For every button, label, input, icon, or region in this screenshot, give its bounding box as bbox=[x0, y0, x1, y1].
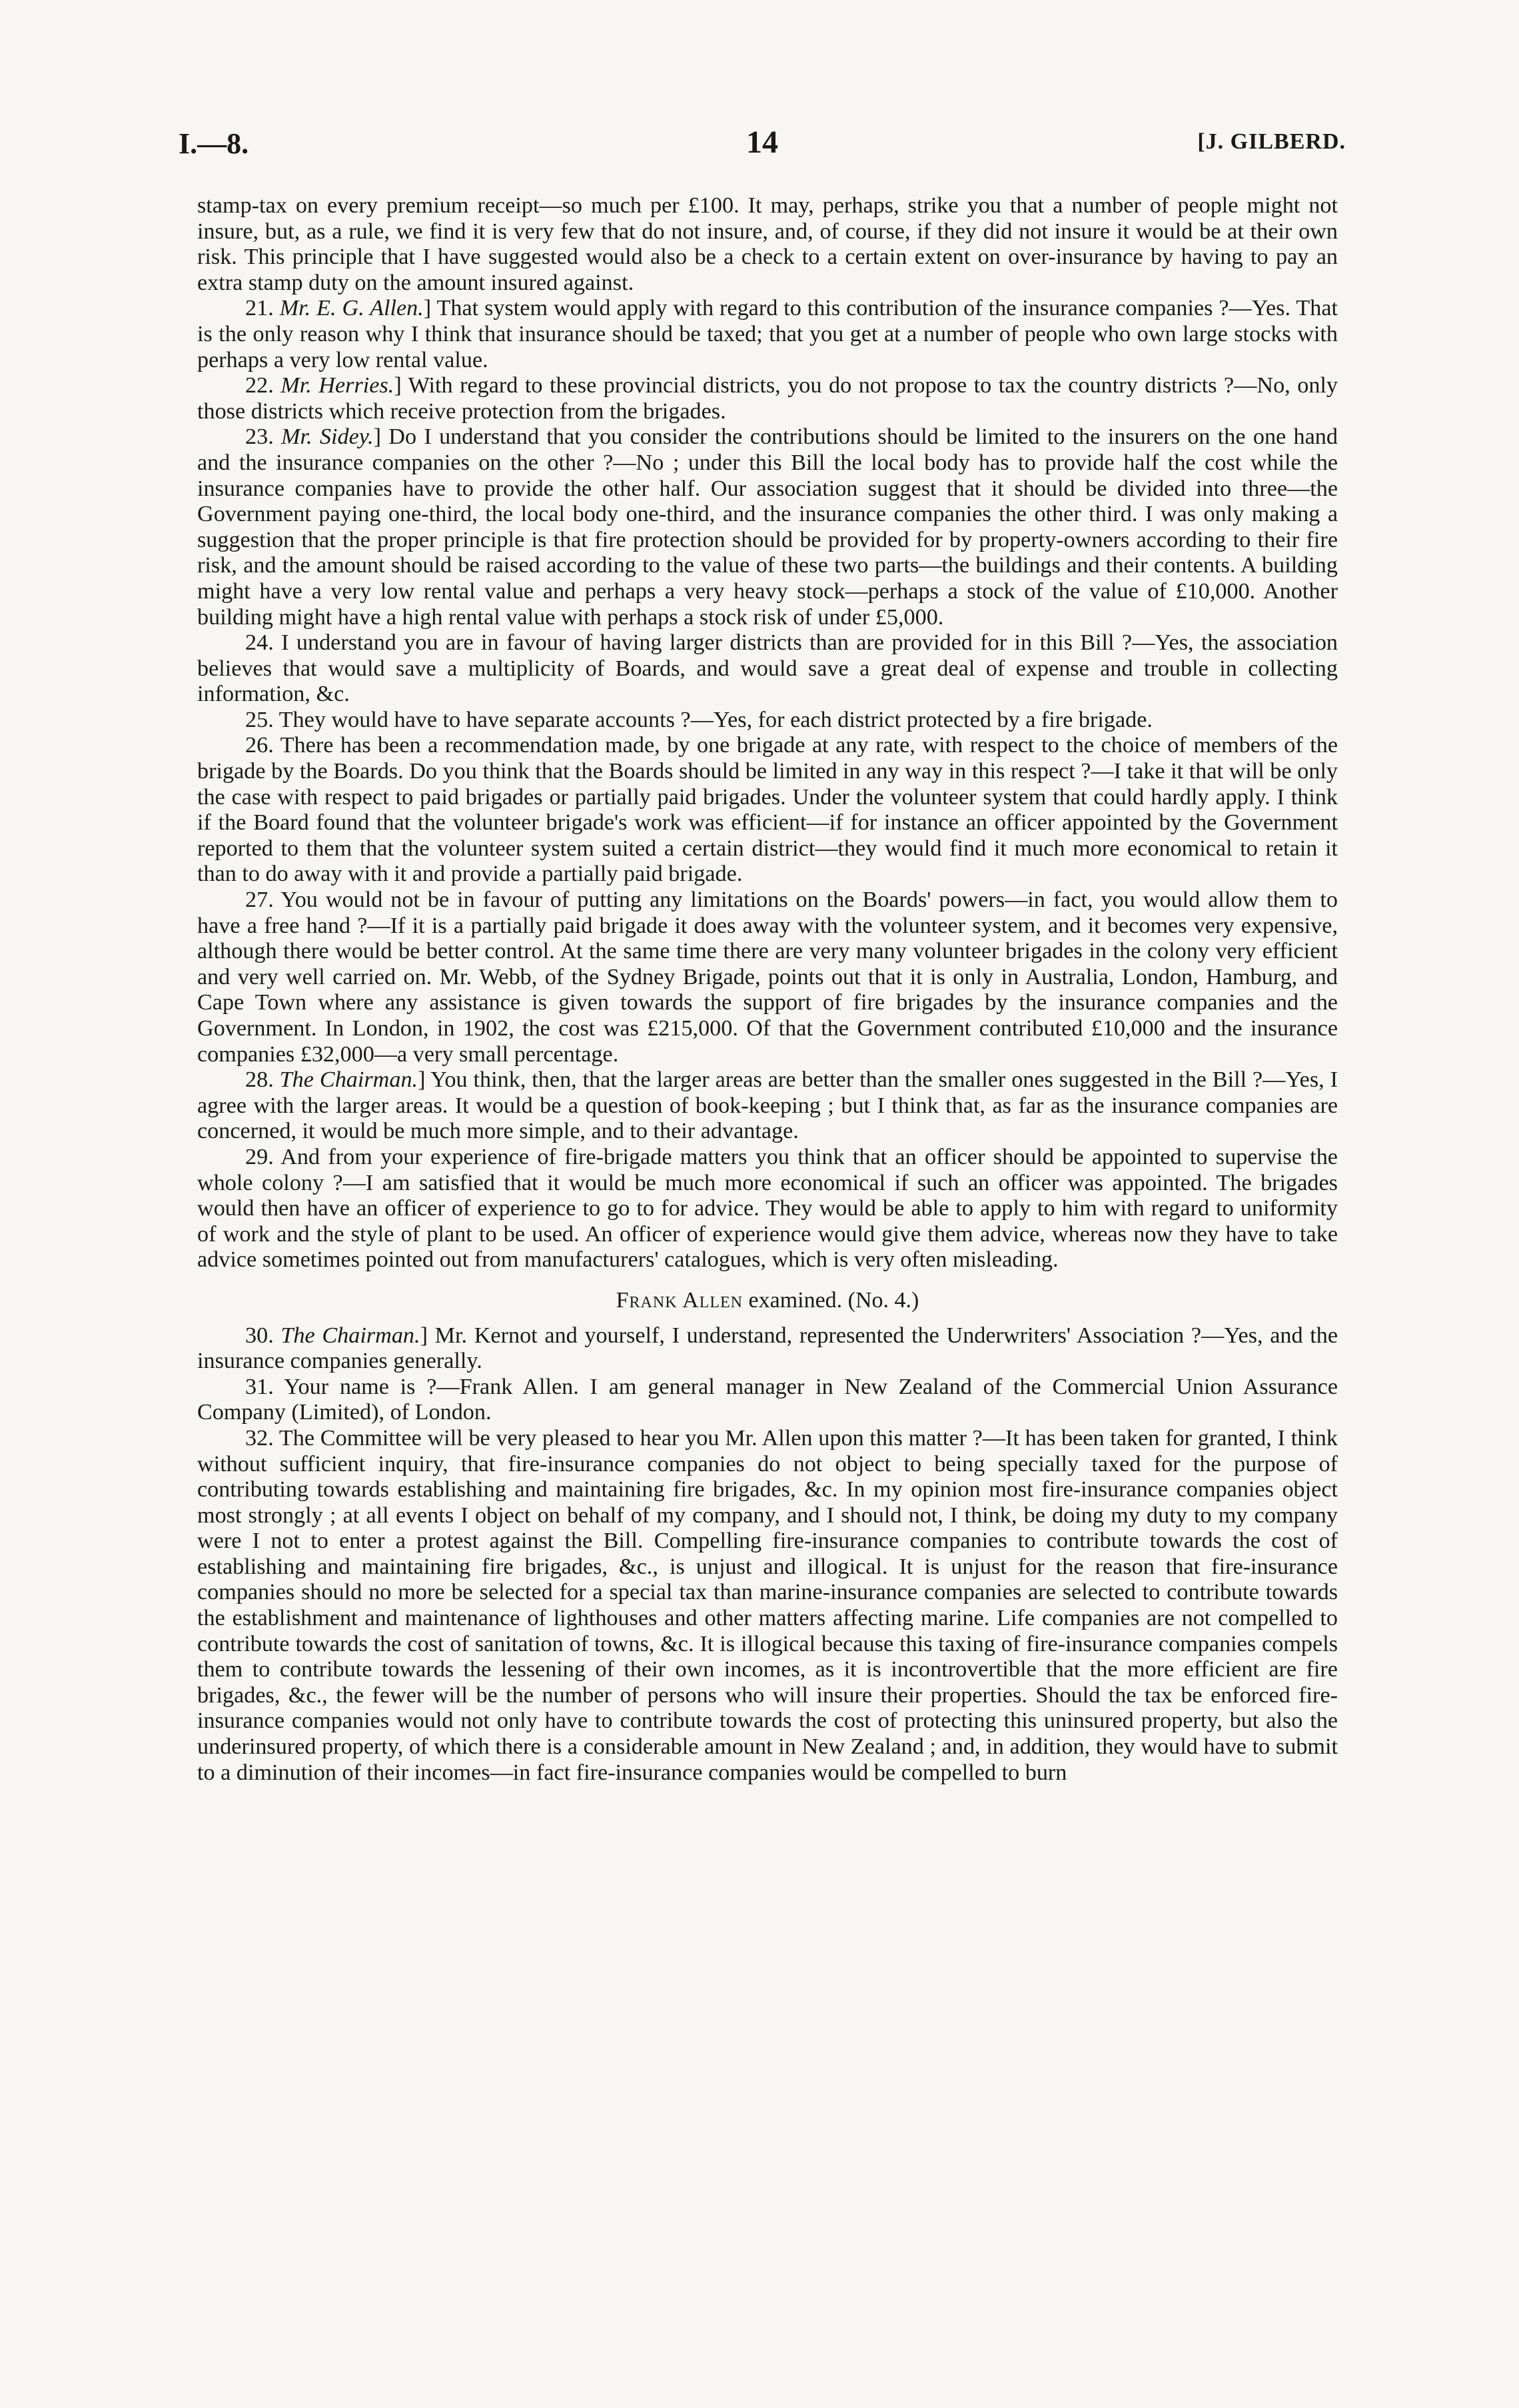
section-label: examined. (No. 4.) bbox=[748, 1287, 919, 1313]
paragraph: 23. Mr. Sidey.] Do I understand that you consider the contributions should be limited to the insurers on the one hand and the insurance companies on the other ?—No ; under this Bill the local body has to provide half the cost while the insurance companies have to provide the other half. Our association suggest that it should be divided into three—the Government paying one-third, the local body one-third, and the insurance companies the other third. I was only making a suggestion that the proper principle is that fire protection should be provided for by property-owners according to their fire risk, and the amount should be raised according to the value of these two parts—the buildings and their contents. A building might have a very low rental value and perhaps a very heavy stock—perhaps a stock of the value of £10,000. Another building might have a high rental value with perhaps a stock risk of under £5,000. bbox=[197, 424, 1338, 630]
page-number: 14 bbox=[746, 125, 778, 160]
paper-reference: I.—8. bbox=[179, 127, 249, 160]
paragraph: 29. And from your experience of fire-brigade matters you think that an officer should be appointed to supervise the whole colony ?—I am satisfied that it would be much more economical if such an officer was appointed. The brigades would then have an officer of experience to go to for advice. They would be able to apply to him with regard to uniformity of work and the style of plant to be used. An officer of experience would give them advice, whereas now they have to take advice sometimes pointed out from manufacturers' catalogues, which is very often misleading. bbox=[197, 1144, 1338, 1273]
paragraph: 21. Mr. E. G. Allen.] That system would apply with regard to this contribution of the insurance companies ?—Yes. That is the only reason why I think that insurance should be taxed; that you get at a number of people who own large stocks with perhaps a very low rental value. bbox=[197, 296, 1338, 372]
examinee-name: Frank Allen bbox=[616, 1287, 744, 1313]
page-header bbox=[179, 120, 1346, 173]
witness-name: [J. GILBERD. bbox=[1197, 129, 1346, 154]
paragraph: 22. Mr. Herries.] With regard to these provincial districts, you do not propose to tax the country districts ?—No, only those districts which receive protection from the brigades. bbox=[197, 373, 1338, 424]
paragraph: 30. The Chairman.] Mr. Kernot and yourself, I understand, represented the Underwriters' Association ?—Yes, and the insurance companies generally. bbox=[197, 1323, 1338, 1374]
paragraph: 27. You would not be in favour of putting any limitations on the Boards' powers—in fact, you would allow them to have a free hand ?—If it is a partially paid brigade it does away with the volunteer system, and it becomes very expensive, although there would be better control. At the same time there are very many volunteer brigades in the colony very efficient and very well carried on. Mr. Webb, of the Sydney Brigade, points out that it is only in Australia, London, Hamburg, and Cape Town where any assistance is given towards the support of fire brigades by the insurance companies and the Government. In London, in 1902, the cost was £215,000. Of that the Government contributed £10,000 and the insurance companies £32,000—a very small percentage. bbox=[197, 888, 1338, 1067]
paragraph: 28. The Chairman.] You think, then, that the larger areas are better than the smaller ones suggested in the Bill ?—Yes, I agree with the larger areas. It would be a question of book-keeping ; but I think that, as far as the insurance companies are concerned, it would be much more simple, and to their advantage. bbox=[197, 1067, 1338, 1144]
paragraph: 26. There has been a recommendation made, by one brigade at any rate, with respect to the choice of members of the brigade by the Boards. Do you think that the Boards should be limited in any way in this respect ?—I take it that will be only the case with respect to paid brigades or partially paid brigades. Under the volunteer system that could hardly apply. I think if the Board found that the volunteer brigade's work was efficient—if for instance an officer appointed by the Government reported to them that the volunteer system suited a certain district—they would find it much more economical to retain it than to do away with it and provide a partially paid brigade. bbox=[197, 733, 1338, 887]
paragraph: stamp-tax on every premium receipt—so much per £100. It may, perhaps, strike you that a number of people might not insure, but, as a rule, we find it is very few that do not insure, and, of course, if they did not insure it would be at their own risk. This principle that I have suggested would also be a check to a certain extent on over-insurance by having to pay an extra stamp duty on the amount insured against. bbox=[197, 193, 1338, 295]
paragraph: 31. Your name is ?—Frank Allen. I am general manager in New Zealand of the Commercial Union Assurance Company (Limited), of London. bbox=[197, 1374, 1338, 1425]
paragraph: 25. They would have to have separate accounts ?—Yes, for each district protected by a fire brigade. bbox=[245, 707, 1153, 732]
paragraph: 32. The Committee will be very pleased to hear you Mr. Allen upon this matter ?—It has been taken for granted, I think without sufficient inquiry, that fire-insurance companies do not object to being specially taxed for the purpose of contributing towards establishing and maintaining fire brigades, &c. In my opinion most fire-insurance companies object most strongly ; at all events I object on behalf of my company, and I should not, I think, be doing my duty to my company were I not to enter a protest against the Bill. Compelling fire-insurance companies to contribute towards the cost of establishing and maintaining fire brigades, &c., is unjust and illogical. It is unjust for the reason that fire-insurance companies should no more be selected for a special tax than marine-insurance companies are selected to contribute towards the establishment and maintenance of lighthouses and other matters affecting marine. Life companies are not compelled to contribute towards the cost of sanitation of towns, &c. It is illogical because this taxing of fire-insurance companies compels them to contribute towards the lessening of their own incomes, as it is incontrovertible that the more efficient are fire brigades, &c., the fewer will be the number of persons who will insure their properties. Should the tax be enforced fire-insurance companies would not only have to contribute towards the cost of protecting this uninsured property, but also the underinsured property, of which there is a considerable amount in New Zealand ; and, in addition, they would have to submit to a diminution of their incomes—in fact fire-insurance companies would be compelled to burn bbox=[197, 1425, 1338, 1785]
page-body bbox=[197, 193, 1338, 1786]
section-heading bbox=[197, 1288, 1338, 1314]
paragraph: 24. I understand you are in favour of having larger districts than are provided for in this Bill ?—Yes, the association believes that would save a multiplicity of Boards, and would save a great deal of expense and trouble in collecting information, &c. bbox=[197, 630, 1338, 707]
